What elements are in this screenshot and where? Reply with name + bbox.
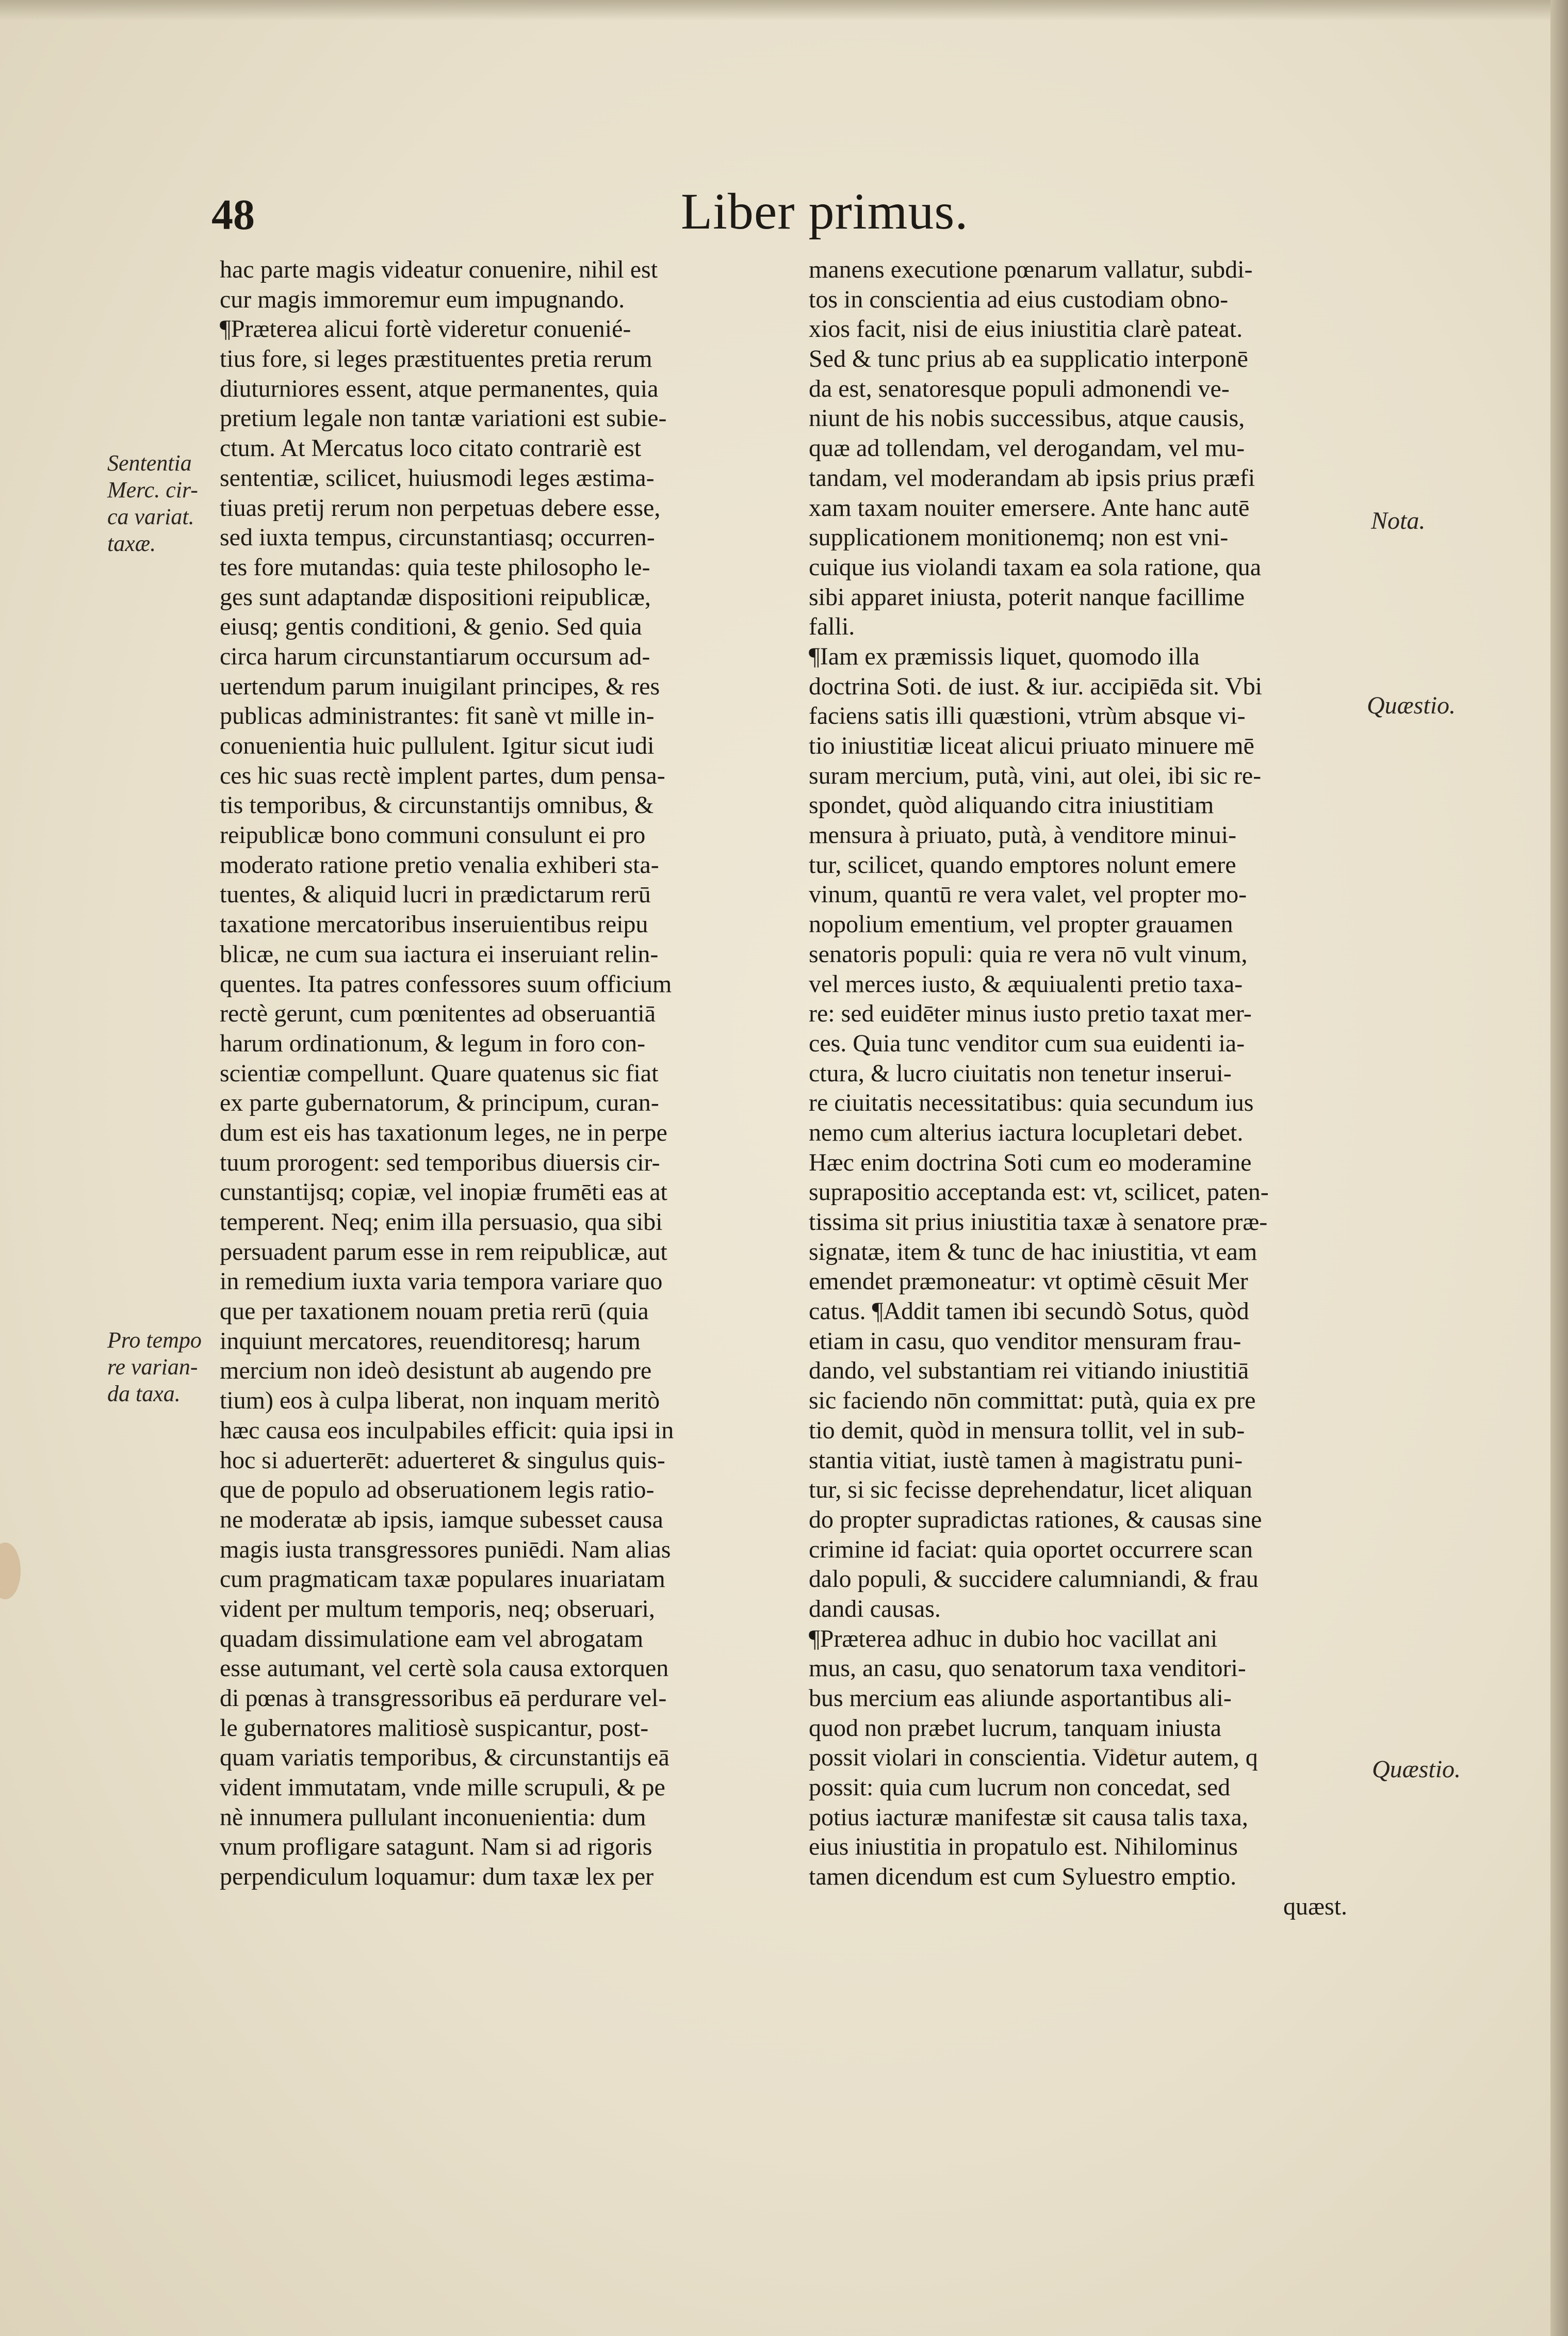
text-line: possit: quia cum lucrum non concedat, sed bbox=[809, 1774, 1231, 1802]
text-line: suram mercium, putà, vini, aut olei, ibi sic re- bbox=[809, 761, 1262, 789]
margin-note-pro-tempore bbox=[107, 1327, 202, 1407]
foxing-stain bbox=[0, 1543, 21, 1599]
text-line: bus mercium eas aliunde asportantibus ali- bbox=[809, 1684, 1232, 1712]
text-line: in remedium iuxta varia tempora variare quo bbox=[220, 1268, 663, 1295]
text-line: que per taxationem nouam pretia rerū (quia bbox=[220, 1297, 649, 1325]
text-line: dando, vel substantiam rei vitiando iniustitiā bbox=[809, 1357, 1249, 1385]
page-number: 48 bbox=[211, 191, 255, 239]
text-line: da est, senatoresque populi admonendi ve- bbox=[809, 375, 1230, 402]
text-line: signatæ, item & tunc de hac iniustitia, vt eam bbox=[809, 1238, 1257, 1266]
text-line: sed iuxta tempus, circunstantiasq; occurren- bbox=[220, 524, 655, 551]
margin-note-line: Merc. cir- bbox=[107, 477, 198, 502]
text-line: temperent. Neq; enim illa persuasio, qua sibi bbox=[220, 1208, 663, 1236]
text-line: tius fore, si leges præstituentes pretia rerum bbox=[220, 345, 652, 373]
text-line: sic faciendo nōn committat: putà, quia ex pre bbox=[809, 1387, 1256, 1415]
margin-note-line: da taxa. bbox=[107, 1381, 181, 1406]
margin-note-line: Sententia bbox=[107, 450, 192, 476]
page-edge bbox=[1550, 0, 1568, 2336]
text-line: tium) eos à culpa liberat, non inquam meritò bbox=[220, 1387, 660, 1415]
text-line: di pœnas à transgressoribus eā perdurare vel- bbox=[220, 1684, 667, 1712]
text-line: quod non præbet lucrum, tanquam iniusta bbox=[809, 1714, 1221, 1742]
text-line: senatoris populi: quia re vera nō vult vinum, bbox=[809, 940, 1248, 968]
text-line: tuum prorogent: sed temporibus diuersis cir- bbox=[220, 1148, 660, 1176]
text-line: etiam in casu, quo venditor mensuram frau- bbox=[809, 1327, 1242, 1355]
text-line: tis temporibus, & circunstantijs omnibus, & bbox=[220, 791, 654, 819]
text-line: perpendiculum loquamur: dum taxæ lex per bbox=[220, 1863, 654, 1891]
text-line: dandi causas. bbox=[809, 1595, 941, 1623]
text-line: eiusq; gentis conditioni, & genio. Sed quia bbox=[220, 613, 642, 641]
text-line: tissima sit prius iniustitia taxæ à senatore præ- bbox=[809, 1208, 1268, 1236]
text-line: vident per multum temporis, neq; obseruari, bbox=[220, 1595, 655, 1623]
text-line: faciens satis illi quæstioni, vtrùm absque vi- bbox=[809, 702, 1246, 730]
text-line: hoc si aduerterēt: aduerteret & singulus quis- bbox=[220, 1446, 665, 1474]
text-line: hæc causa eos inculpabiles efficit: quia ipsi in bbox=[220, 1416, 674, 1444]
text-line: ctum. At Mercatus loco citato contrariè est bbox=[220, 434, 642, 462]
text-line: supplicationem monitionemq; non est vni- bbox=[809, 524, 1229, 551]
text-line: tio demit, quòd in mensura tollit, vel in sub- bbox=[809, 1416, 1245, 1444]
text-line: possit violari in conscientia. Videtur autem, q bbox=[809, 1744, 1258, 1772]
text-line: cuique ius violandi taxam ea sola ratione, qua bbox=[809, 553, 1262, 581]
text-line: quentes. Ita patres confessores suum officium bbox=[220, 970, 672, 998]
margin-note-line: Pro tempo bbox=[107, 1327, 202, 1353]
text-line: publicas administrantes: fit sanè vt mille in- bbox=[220, 702, 655, 730]
margin-note-line: taxæ. bbox=[107, 531, 156, 556]
margin-note-line: Quæstio. bbox=[1367, 692, 1456, 719]
text-line: ¶Præterea alicui fortè videretur conuenié- bbox=[220, 315, 631, 343]
text-line: niunt de his nobis successibus, atque causis, bbox=[809, 404, 1245, 432]
show-through-text bbox=[495, 192, 498, 233]
text-line: tiuas pretij rerum non perpetuas debere esse, bbox=[220, 494, 661, 522]
text-line: catus. ¶Addit tamen ibi secundò Sotus, quòd bbox=[809, 1297, 1249, 1325]
text-line: xam taxam nouiter emersere. Ante hanc autē bbox=[809, 494, 1250, 522]
text-line: uertendum parum inuigilant principes, & res bbox=[220, 672, 660, 700]
text-line: vel merces iusto, & æquiualenti pretio taxa- bbox=[809, 970, 1243, 998]
margin-note-nota bbox=[1371, 508, 1425, 534]
text-line: que de populo ad obseruationem legis ratio- bbox=[220, 1476, 655, 1504]
text-line: esse autumant, vel certè sola causa extorquen bbox=[220, 1654, 669, 1682]
margin-note-line: Quæstio. bbox=[1372, 1756, 1461, 1783]
text-line: dum est eis has taxationum leges, ne in perpe bbox=[220, 1118, 667, 1146]
text-line: cunstantijsq; copiæ, vel inopiæ frumēti eas at bbox=[220, 1178, 667, 1206]
text-line: eius iniustitia in propatulo est. Nihilominus bbox=[809, 1833, 1238, 1861]
text-line: rectè gerunt, cum pœnitentes ad obseruantiā bbox=[220, 1000, 656, 1028]
text-line: xios facit, nisi de eius iniustitia clarè pateat. bbox=[809, 315, 1243, 343]
text-line: potius iacturæ manifestæ sit causa talis taxa, bbox=[809, 1803, 1248, 1831]
text-line: Hæc enim doctrina Soti cum eo moderamine bbox=[809, 1148, 1252, 1176]
text-line: inquiunt mercatores, reuenditoresq; harum bbox=[220, 1327, 641, 1355]
text-line: tandam, vel moderandam ab ipsis prius præfi bbox=[809, 464, 1255, 492]
text-line: nè innumera pullulant inconuenientia: dum bbox=[220, 1803, 646, 1831]
text-line: crimine id faciat: quia oportet occurrere scan bbox=[809, 1535, 1253, 1563]
text-line: pretium legale non tantæ variationi est subie- bbox=[220, 404, 667, 432]
text-line: re ciuitatis necessitatibus: quia secundum ius bbox=[809, 1089, 1254, 1117]
text-line: vident immutatam, vnde mille scrupuli, & pe bbox=[220, 1774, 665, 1802]
text-line: quam variatis temporibus, & circunstantijs eā bbox=[220, 1744, 669, 1772]
text-line: conuenientia huic pullulent. Igitur sicut iudi bbox=[220, 732, 655, 759]
text-line: diuturniores essent, atque permanentes, quia bbox=[220, 375, 659, 402]
margin-note-quaestio bbox=[1372, 1756, 1461, 1783]
text-line: emendet præmoneatur: vt optimè cēsuit Mer bbox=[809, 1268, 1248, 1295]
margin-note-line: re varian- bbox=[107, 1354, 198, 1380]
text-line: quæst. bbox=[1283, 1892, 1348, 1920]
left-text-column bbox=[220, 255, 674, 1892]
text-line: quæ ad tollendam, vel derogandam, vel mu- bbox=[809, 434, 1245, 462]
text-line: ne moderatæ ab ipsis, iamque subesset causa bbox=[220, 1505, 663, 1533]
text-line: do propter supradictas rationes, & causas sine bbox=[809, 1505, 1262, 1533]
text-line: harum ordinationum, & legum in foro con- bbox=[220, 1029, 646, 1057]
text-line: tos in conscientia ad eius custodiam obno- bbox=[809, 285, 1229, 313]
page-top-shadow bbox=[0, 0, 1568, 21]
text-line: tio iniustitiæ liceat alicui priuato minuere mē bbox=[809, 732, 1254, 759]
text-line: mus, an casu, quo senatorum taxa venditori- bbox=[809, 1654, 1246, 1682]
text-line: blicæ, ne cum sua iactura ei inseruiant relin- bbox=[220, 940, 659, 968]
text-line: cum pragmaticam taxæ populares inuariatam bbox=[220, 1565, 665, 1593]
text-line: nopolium ementium, vel propter grauamen bbox=[809, 911, 1233, 938]
margin-note-line: Nota. bbox=[1371, 507, 1426, 534]
text-line: falli. bbox=[809, 613, 855, 641]
text-line: mensura à priuato, putà, à venditore minui- bbox=[809, 821, 1237, 849]
text-line: manens executione pœnarum vallatur, subdi- bbox=[809, 256, 1253, 283]
text-line: hac parte magis videatur conuenire, nihil est bbox=[220, 256, 658, 283]
text-line: spondet, quòd aliquando citra iniustitiam bbox=[809, 791, 1214, 819]
text-line: re: sed euidēter minus iusto pretio taxat mer- bbox=[809, 1000, 1252, 1028]
text-line: ¶Iam ex præmissis liquet, quomodo illa bbox=[809, 642, 1200, 670]
text-line: sententiæ, scilicet, huiusmodi leges æstima- bbox=[220, 464, 655, 492]
text-line: reipublicæ bono communi consulunt ei pro bbox=[220, 821, 646, 849]
text-line: scientiæ compellunt. Quare quatenus sic fiat bbox=[220, 1059, 659, 1087]
text-line: nemo cum alterius iactura locupletari debet. bbox=[809, 1118, 1244, 1146]
right-text-column bbox=[809, 255, 1347, 1922]
text-line: doctrina Soti. de iust. & iur. accipiēda sit. Vbi bbox=[809, 672, 1262, 700]
margin-note-line: ca variat. bbox=[107, 504, 194, 529]
text-line: suprapositio acceptanda est: vt, scilicet, paten- bbox=[809, 1178, 1269, 1206]
text-line: le gubernatores malitiosè suspicantur, post- bbox=[220, 1714, 649, 1742]
text-line: stantia vitiat, iustè tamen à magistratu puni- bbox=[809, 1446, 1243, 1474]
text-line: sibi apparet iniusta, poterit nanque facillime bbox=[809, 583, 1245, 611]
text-line: vnum profligare satagunt. Nam si ad rigoris bbox=[220, 1833, 652, 1861]
text-line: ges sunt adaptandæ dispositioni reipublicæ, bbox=[220, 583, 651, 611]
text-line: persuadent parum esse in rem reipublicæ, aut bbox=[220, 1238, 667, 1266]
text-line: mercium non ideò desistunt ab augendo pre bbox=[220, 1357, 652, 1385]
margin-note-quaestio bbox=[1367, 692, 1456, 719]
text-line: tes fore mutandas: quia teste philosopho le- bbox=[220, 553, 650, 581]
text-line: moderato ratione pretio venalia exhiberi sta- bbox=[220, 851, 659, 879]
text-line: ¶Præterea adhuc in dubio hoc vacillat ani bbox=[809, 1625, 1218, 1652]
running-title: Liber primus. bbox=[681, 183, 969, 240]
text-line: quadam dissimulatione eam vel abrogatam bbox=[220, 1625, 644, 1652]
text-line: ces. Quia tunc venditor cum sua euidenti ia- bbox=[809, 1029, 1245, 1057]
text-line: dalo populi, & succidere calumniandi, & frau bbox=[809, 1565, 1259, 1593]
text-line: ex parte gubernatorum, & principum, curan- bbox=[220, 1089, 659, 1117]
text-line: cur magis immoremur eum impugnando. bbox=[220, 285, 625, 313]
text-line: taxatione mercatoribus inseruientibus reipu bbox=[220, 911, 648, 938]
text-line: ctura, & lucro ciuitatis non tenetur inserui- bbox=[809, 1059, 1232, 1087]
text-line: vinum, quantū re vera valet, vel propter mo- bbox=[809, 881, 1247, 909]
text-line: circa harum circunstantiarum occursum ad- bbox=[220, 642, 650, 670]
text-line: magis iusta transgressores puniēdi. Nam alias bbox=[220, 1535, 671, 1563]
text-line: tur, si sic fecisse deprehendatur, licet aliquan bbox=[809, 1476, 1252, 1504]
text-line: tamen dicendum est cum Syluestro emptio. bbox=[809, 1863, 1237, 1891]
text-line: tur, scilicet, quando emptores nolunt emere bbox=[809, 851, 1236, 879]
text-line: Sed & tunc prius ab ea supplicatio interponē bbox=[809, 345, 1248, 373]
text-line: ces hic suas rectè implent partes, dum pensa- bbox=[220, 761, 665, 789]
margin-note-sententia bbox=[107, 450, 198, 557]
text-line: tuentes, & aliquid lucri in prædictarum rerū bbox=[220, 881, 651, 909]
